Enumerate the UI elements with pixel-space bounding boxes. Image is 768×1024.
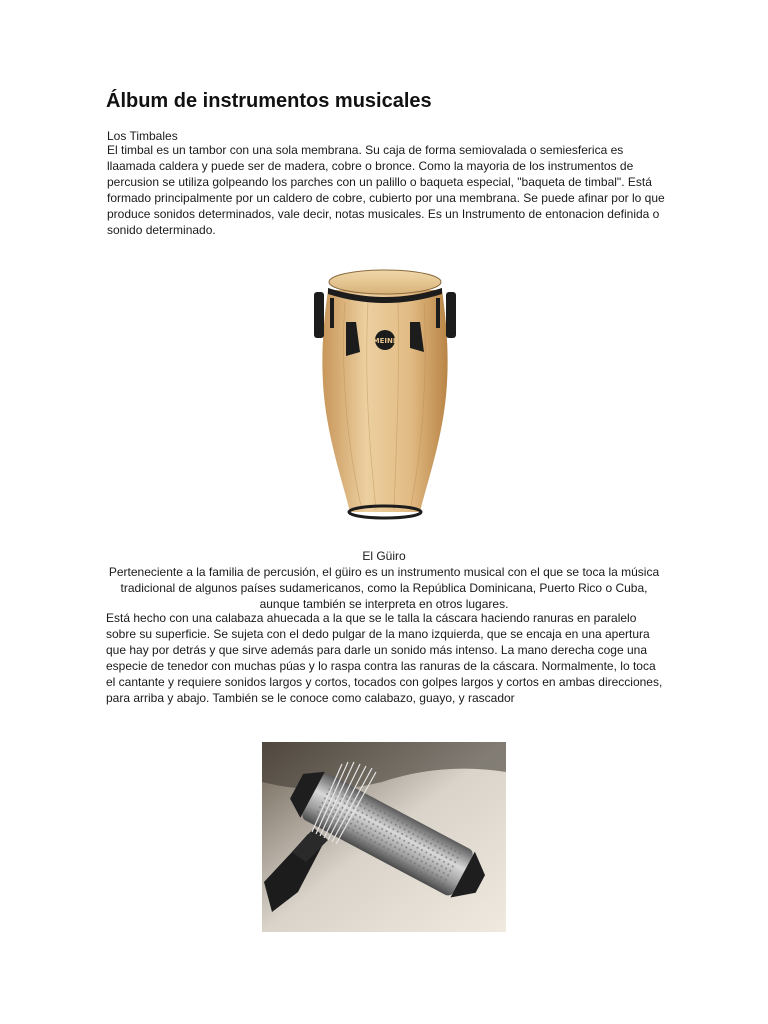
guiro-description: Está hecho con una calabaza ahuecada a la que se le talla la cáscara haciendo ranuras en paralelo sobre su superficie. Se sujeta con el dedo pulgar de la mano izquierda, que se encaja en una apertura que hay por detrás y que sirve además para darle un sonido más intenso. La mano derecha coge una especie de tenedor con muchas púas y lo raspa contra las ranuras de la cáscara. Normalmente, lo toca el cantante y requiere sonidos largos y cortos, tocados con golpes largos y cortos en ambas direcciones, para arriba y abajo. También se le conoce como calabazo, guayo, y rascador (106, 611, 663, 705)
guiro-intro: Perteneciente a la familia de percusión, el güiro es un instrumento musical con el que se toca la música tradicional de algunos países sudamericanos, como la República Dominicana, Puerto Rico o Cuba, aunque también se interpreta en otros lugares. (108, 565, 660, 611)
guiro-image (262, 742, 506, 932)
metal-guiro-icon (262, 742, 506, 932)
guiro-heading: El Güiro (362, 549, 406, 563)
timbales-heading: Los Timbales (107, 129, 178, 143)
conga-drum-icon (300, 262, 470, 524)
conga-drum-image (300, 262, 470, 524)
timbales-description: El timbal es un tambor con una sola membrana. Su caja de forma semiovalada o semiesferica es llaamada caldera y puede ser de madera, cobre o bronce. Como la mayoria de los instrumentos de percusion se utiliza golpeando los parches con un palillo o baqueta especial, "baqueta de timbal". Está formado principalmente por un caldero de cobre, cubierto por una membrana. Se puede afinar por lo que produce sonidos determinados, vale decir, notas musicales. Es un Instrumento de entonacion definida o sonido determinado. (107, 143, 665, 237)
brand-badge: MEINL (372, 337, 398, 345)
page-title: Álbum de instrumentos musicales (106, 90, 432, 112)
